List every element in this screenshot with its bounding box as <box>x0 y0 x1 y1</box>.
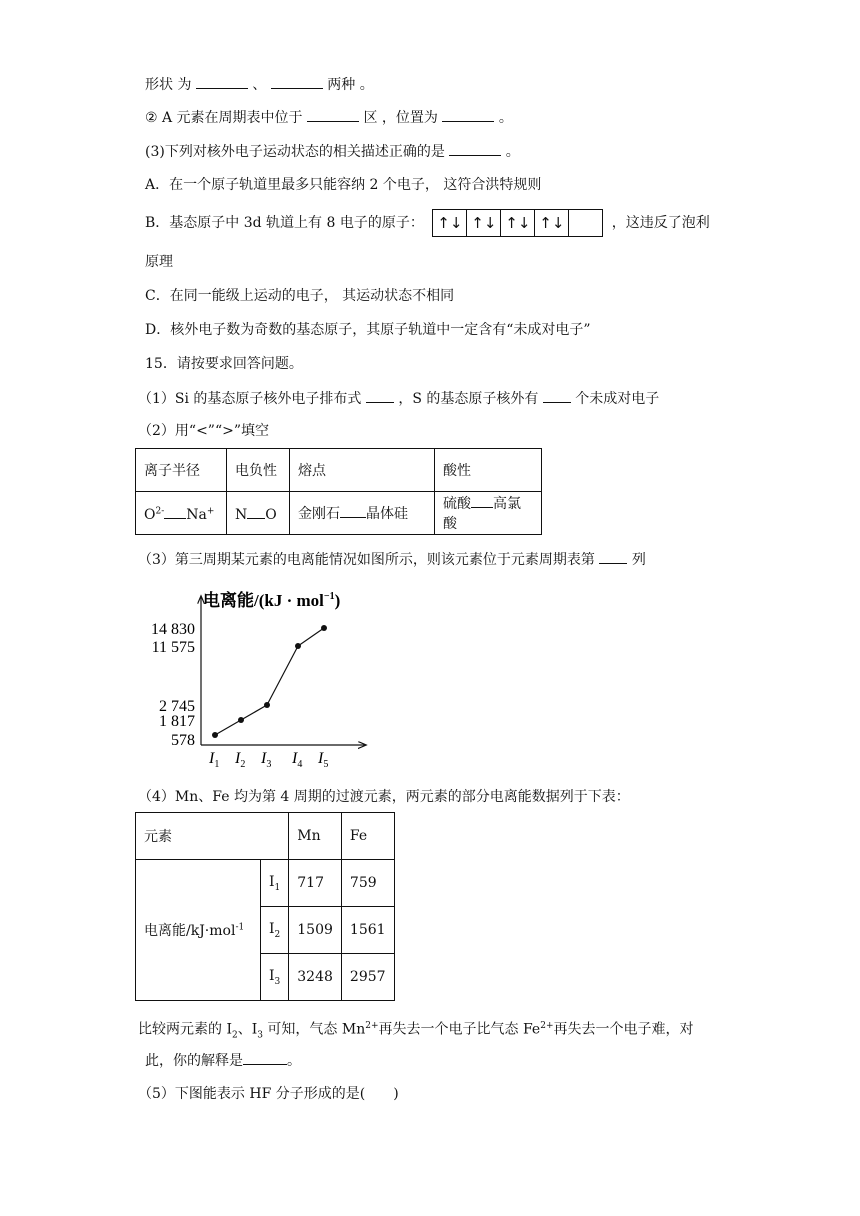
cell-mn-i3: 3248 <box>289 954 342 1001</box>
text-p3b: 列 <box>631 552 646 568</box>
option-a: A．在一个原子轨道里最多只能容纳 2 个电子， 这符合洪特规则 <box>145 177 542 193</box>
cell-i1: $I_1$ <box>261 860 289 907</box>
part-1 <box>138 388 659 409</box>
cell-ionic-radius: $O^{2-}$ Na+ <box>136 492 227 535</box>
cell-fe-i3: 2957 <box>341 954 394 1001</box>
header-acidity: 酸性 <box>435 449 542 492</box>
orbital-box <box>568 209 603 237</box>
table-row <box>136 449 542 492</box>
data-point <box>321 625 327 631</box>
part-5: （5）下图能表示 HF 分子形成的是( ) <box>138 1086 399 1102</box>
header-melting-point: 熔点 <box>290 449 435 492</box>
part-3 <box>138 549 646 570</box>
text-p1c: 个未成对电子 <box>575 391 660 407</box>
y-tick-label: 2 745 <box>159 698 195 715</box>
x-tick-label: $I_3$ <box>261 750 272 770</box>
line-shape <box>145 74 374 95</box>
blank-4 <box>442 107 494 122</box>
cell-melting-point: 金刚石 晶体硅 <box>290 492 435 535</box>
blank-9 <box>243 1050 287 1065</box>
question-15: 15．请按要求回答问题。 <box>145 356 303 372</box>
y-tick-label: 11 575 <box>151 639 195 656</box>
cell-mn-i1: 717 <box>289 860 342 907</box>
blank-1 <box>196 74 248 89</box>
explain-text: 此，你的解释是 。 <box>145 1050 301 1071</box>
text-l2c: 。 <box>498 110 513 126</box>
part-2: （2）用“<”“>”填空 <box>138 423 269 439</box>
blank-7 <box>543 388 571 403</box>
cell-electronegativity: N O <box>227 492 290 535</box>
text-l1c: 两种 。 <box>327 77 374 93</box>
blank-3 <box>307 107 359 122</box>
orbital-diagram <box>432 209 603 237</box>
row-label: 电离能/kJ·mol$^{-1}$ <box>136 860 261 1001</box>
y-tick-label: 14 830 <box>151 621 195 638</box>
cell-i3: $I_3$ <box>261 954 289 1001</box>
cell-fe-i2: 1561 <box>341 907 394 954</box>
blank-2 <box>271 74 323 89</box>
blank-6 <box>366 388 394 403</box>
header-element: 元素 <box>136 813 289 860</box>
table-row <box>136 860 395 907</box>
text-lBb: ，这违反了泡利 <box>611 215 710 231</box>
text-p1a: （1）Si 的基态原子核外电子排布式 <box>138 391 362 407</box>
ionization-energy-chart <box>135 585 380 773</box>
x-tick-label: $I_1$ <box>209 750 220 770</box>
orbital-box: ↑↓ <box>534 209 569 237</box>
cell-acidity: 硫酸 高氯酸 <box>435 492 542 535</box>
option-d: D．核外电子数为奇数的基态原子，其原子轨道中一定含有“未成对电子” <box>145 322 591 338</box>
blank-5 <box>449 141 501 156</box>
table-row <box>136 813 395 860</box>
text-p1b: ，S 的基态原子核外有 <box>398 391 539 407</box>
text-l1a: 形状 为 <box>145 77 192 93</box>
header-fe: Fe <box>341 813 394 860</box>
data-point <box>295 643 301 649</box>
x-tick-label: $I_4$ <box>292 750 303 770</box>
text-l2b: 区 ，位置为 <box>363 110 438 126</box>
y-tick-label: 1 817 <box>159 713 195 730</box>
text-p3a: （3）第三周期某元素的电离能情况如图所示，则该元素位于元素周期表第 <box>138 552 595 568</box>
table-row <box>136 492 542 535</box>
compare-text: 比较两元素的 $I_2$、$I_3$ 可知，气态 $Mn^{2+}$再失去一个电子比气态 $Fe^{2+}$再失去一个电子难，对 <box>138 1021 694 1041</box>
blank-8 <box>599 549 627 564</box>
x-tick-label: $I_2$ <box>235 750 246 770</box>
header-mn: Mn <box>289 813 342 860</box>
header-electronegativity: 电负性 <box>227 449 290 492</box>
text-l3b: 。 <box>505 144 520 160</box>
ionization-table <box>135 812 395 1001</box>
data-point <box>264 702 270 708</box>
series-line <box>215 628 324 735</box>
y-axis-label: 电离能/(kJ · mol$^{-1}$) <box>203 591 341 610</box>
x-tick-label: $I_5$ <box>318 750 329 770</box>
option-b-cont: 原理 <box>145 254 173 270</box>
data-point <box>212 732 218 738</box>
option-b <box>145 208 710 238</box>
compare-table <box>135 448 542 535</box>
text-l2a: ② A 元素在周期表中位于 <box>145 110 303 126</box>
text-l3a: (3)下列对核外电子运动状态的相关描述正确的是 <box>145 144 445 160</box>
text-lBa: B．基态原子中 3d 轨道上有 8 电子的原子： <box>145 215 424 231</box>
cell-i2: $I_2$ <box>261 907 289 954</box>
orbital-box: ↑↓ <box>466 209 501 237</box>
option-c: C．在同一能级上运动的电子， 其运动状态不相同 <box>145 288 455 304</box>
line-q3 <box>145 141 520 162</box>
cell-mn-i2: 1509 <box>289 907 342 954</box>
line-position <box>145 107 513 128</box>
text-l1b: 、 <box>252 77 267 93</box>
part-4: （4）Mn、Fe 均为第 4 周期的过渡元素，两元素的部分电离能数据列于下表： <box>138 789 630 805</box>
orbital-box: ↑↓ <box>432 209 467 237</box>
orbital-box: ↑↓ <box>500 209 535 237</box>
data-point <box>238 717 244 723</box>
y-tick-label: 578 <box>171 732 195 749</box>
cell-fe-i1: 759 <box>341 860 394 907</box>
header-ionic-radius: 离子半径 <box>136 449 227 492</box>
